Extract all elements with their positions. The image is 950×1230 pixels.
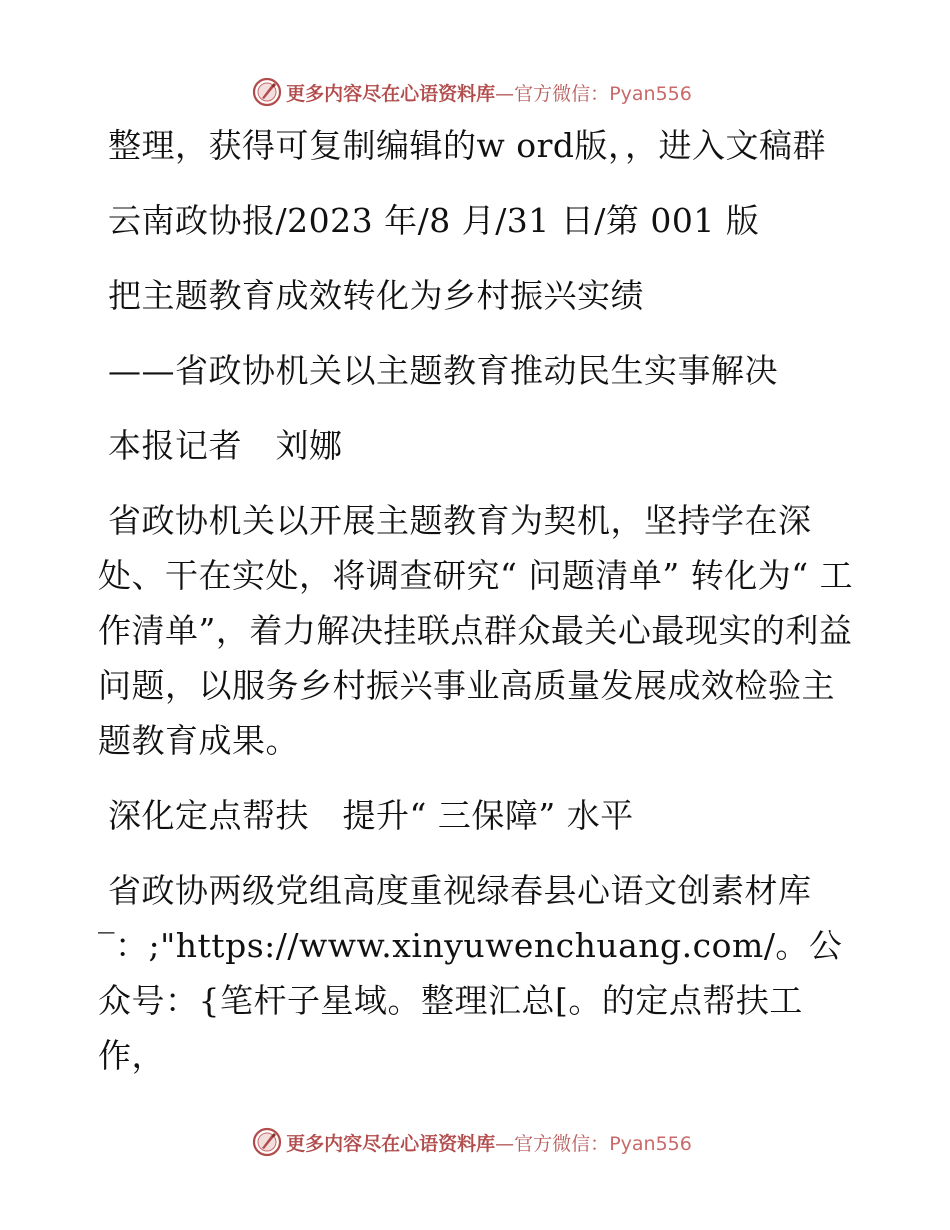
reporter-byline: 本报记者 刘娜	[108, 426, 343, 465]
watermark-dash: —	[495, 82, 515, 105]
watermark-wechat-id: Pyan556	[609, 1132, 692, 1155]
article-subtitle: ——省政协机关以主题教育推动民生实事解决	[108, 351, 778, 390]
section-heading: 深化定点帮扶 提升“ 三保障” 水平	[108, 796, 634, 835]
header-watermark-banner	[0, 72, 950, 112]
intro-text: 整理，获得可复制编辑的w ord版，，进入文稿群	[108, 126, 827, 165]
source-line: 云南政协报/2023 年/8 月/31 日/第 001 版	[108, 201, 760, 240]
watermark-official-label: 官方微信：	[514, 1132, 610, 1155]
article-title: 把主题教育成效转化为乡村振兴实绩	[108, 276, 644, 315]
watermark-main-text: 更多内容尽在心语资料库	[286, 82, 496, 105]
watermark-wechat-id: Pyan556	[609, 82, 692, 105]
watermark-text	[286, 1129, 692, 1156]
watermark-main-text: 更多内容尽在心语资料库	[286, 1132, 496, 1155]
document-body	[98, 118, 858, 1083]
watermark-dash: —	[495, 1132, 515, 1155]
brand-logo-icon	[252, 77, 282, 107]
watermark-text	[286, 79, 692, 106]
footer-watermark-banner	[0, 1122, 950, 1162]
brand-logo-icon	[252, 1127, 282, 1157]
body-paragraph-1: 省政协机关以开展主题教育为契机，坚持学在深处、干在实处，将调查研究“ 问题清单” 转化为“ 工作清单”，着力解决挂联点群众最关心最现实的利益问题，以服务乡村振兴事业高质量发展成效检验主题教育成果。	[98, 501, 854, 760]
watermark-official-label: 官方微信：	[514, 82, 610, 105]
body-paragraph-2: 省政协两级党组高度重视绿春县心语文创素材库‾：;"https://www.xinyuwenchuang.com/。公众号：{笔杆子星域。整理汇总[。的定点帮扶工作，	[98, 871, 843, 1075]
